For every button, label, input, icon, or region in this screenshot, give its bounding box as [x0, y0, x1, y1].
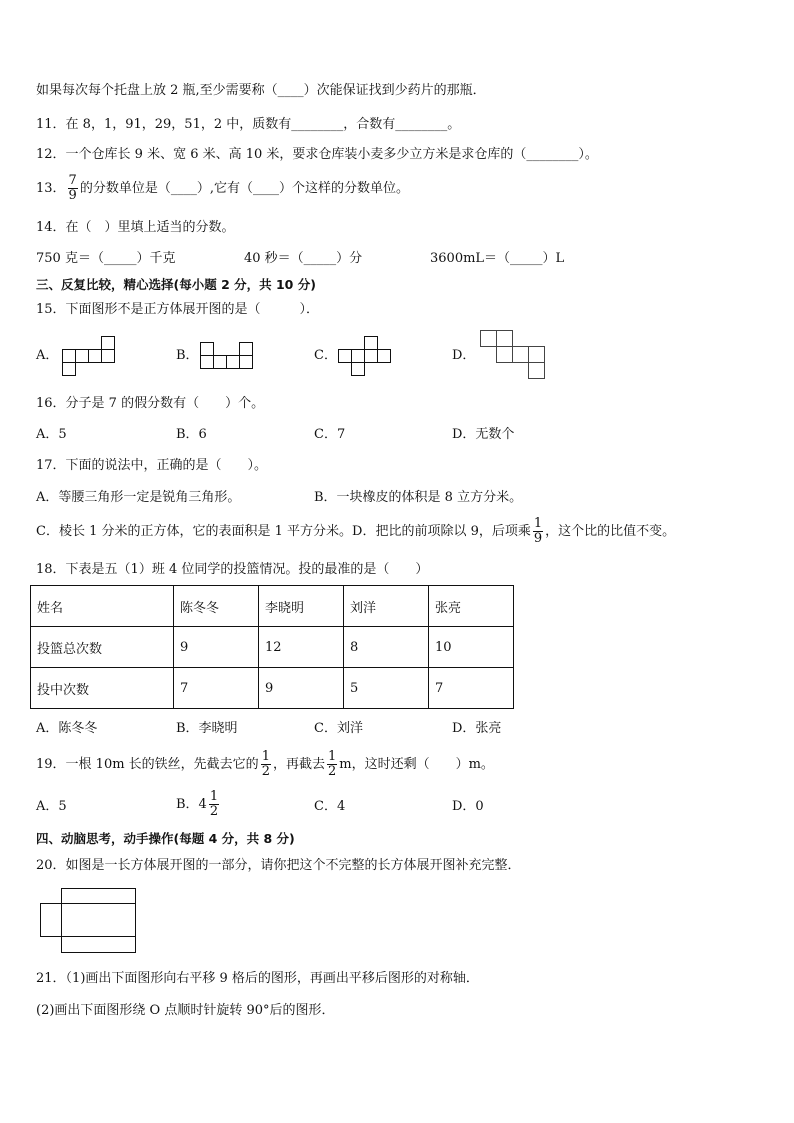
table-cell: 投中次数: [31, 668, 174, 709]
table-header-cell: 李晓明: [259, 586, 344, 627]
table-cell: 9: [259, 668, 344, 709]
fraction-numerator: 7: [68, 173, 77, 188]
question-13: [36, 172, 409, 206]
table-cell: 9: [174, 627, 259, 668]
q15-option-b-cube-net: [200, 342, 254, 370]
q18-option-b: B．李晓明: [176, 721, 238, 736]
q19-option-d: D．0: [452, 799, 484, 814]
q15-option-b-label: B．: [176, 348, 199, 363]
q19-text-pre: 19．一根 10m 长的铁丝，先截去它的: [36, 757, 259, 772]
table-header-row: [31, 586, 514, 627]
q15-option-c-cube-net: [338, 336, 392, 376]
q19-text-post: m，这时还剩（ ）m。: [339, 757, 494, 772]
q15-option-a-label: A．: [36, 348, 59, 363]
table-cell: 5: [344, 668, 429, 709]
fraction-numerator: 1: [533, 516, 543, 531]
question-14-stem: 14．在（ ）里填上适当的分数。: [36, 220, 235, 235]
fraction-numerator: 1: [209, 789, 219, 804]
q17-option-a: A．等腰三角形一定是锐角三角形。: [36, 490, 241, 505]
q16-option-a: A．5: [36, 427, 67, 442]
q17-option-c: C．棱长 1 分米的正方体，它的表面积是 1 平方分米。: [36, 524, 353, 539]
q15-option-a-cube-net: [62, 336, 116, 376]
q17-option-d-pre: D．把比的前项除以 9，后项乘: [352, 524, 531, 539]
q16-option-c: C．7: [314, 427, 346, 442]
basketball-table: [30, 585, 514, 709]
fraction-1-9: [533, 517, 543, 546]
q15-option-d-label: D．: [452, 348, 476, 363]
question-13-number: 13．: [36, 181, 66, 196]
table-cell: 投篮总次数: [31, 627, 174, 668]
table-row: [31, 668, 514, 709]
question-11: 11．在 8，1，91，29，51，2 中，质数有________，合数有________。: [36, 117, 461, 132]
fraction-numerator: 1: [261, 749, 270, 764]
cuboid-partial-net-figure: [40, 888, 138, 954]
fraction-numerator: 1: [327, 749, 337, 764]
question-17-stem: 17．下面的说法中，正确的是（ ）。: [36, 458, 268, 473]
fraction-denominator: 2: [261, 764, 270, 779]
table-header-cell: 陈冬冬: [174, 586, 259, 627]
question-15-stem: 15．下面图形不是正方体展开图的是（ ）．: [36, 302, 320, 317]
fraction-7-9: [68, 174, 78, 203]
table-cell: 7: [174, 668, 259, 709]
table-cell: 8: [344, 627, 429, 668]
q19-option-b: [176, 790, 221, 819]
question-14-part-1: 750 克＝（_____）千克: [36, 251, 176, 266]
table-header-cell: 刘洋: [344, 586, 429, 627]
fraction-denominator: 2: [209, 804, 219, 819]
q19-text-mid: ，再截去: [272, 757, 325, 772]
fraction-denominator: 9: [68, 188, 77, 203]
fraction-denominator: 9: [533, 531, 543, 546]
question-intro-text: 如果每次每个托盘上放 2 瓶,至少需要称（____）次能保证找到少药片的那瓶．: [36, 83, 486, 98]
question-21-part-1: 21．（1)画出下面图形向右平移 9 格后的图形，再画出平移后图形的对称轴．: [36, 971, 479, 986]
q18-option-a: A．陈冬冬: [36, 721, 98, 736]
question-16-stem: 16．分子是 7 的假分数有（ ）个。: [36, 396, 265, 411]
question-20: 20．如图是一长方体展开图的一部分，请你把这个不完整的长方体展开图补充完整．: [36, 858, 521, 873]
fraction-1-2: [327, 750, 337, 779]
fraction-1-2: [261, 750, 271, 779]
q19-option-c: C．4: [314, 799, 346, 814]
question-13-text: 的分数单位是（____）,它有（____）个这样的分数单位。: [79, 181, 409, 196]
q17-option-d-post: ，这个比的比值不变。: [545, 524, 676, 539]
q19-option-b-whole: B．4: [176, 796, 207, 812]
q15-option-d-cube-net: [480, 330, 548, 382]
q17-options-c-d: [36, 515, 675, 549]
question-21-part-2: (2)画出下面图形绕 O 点顺时针旋转 90°后的图形．: [36, 1003, 335, 1018]
question-18-stem: 18．下表是五（1）班 4 位同学的投篮情况。投的最准的是（ ）: [36, 562, 429, 577]
q16-option-b: B．6: [176, 427, 207, 442]
table-cell: 10: [429, 627, 514, 668]
q15-option-c-label: C．: [314, 348, 337, 363]
table-row: [31, 627, 514, 668]
fraction-denominator: 2: [327, 764, 337, 779]
q18-option-d: D．张亮: [452, 721, 502, 736]
table-cell: 12: [259, 627, 344, 668]
fraction-1-2: [209, 790, 219, 819]
table-header-cell: 张亮: [429, 586, 514, 627]
question-19-stem: [36, 748, 494, 782]
q17-option-b: B．一块橡皮的体积是 8 立方分米。: [314, 490, 523, 505]
q16-option-d: D．无数个: [452, 427, 515, 442]
q19-option-a: A．5: [36, 799, 67, 814]
section-4-heading: 四、动脑思考，动手操作(每题 4 分，共 8 分): [36, 831, 295, 846]
question-14-part-3: 3600mL＝（_____）L: [430, 251, 565, 266]
question-12: 12．一个仓库长 9 米、宽 6 米、高 10 米，要求仓库装小麦多少立方米是求仓库的（________）。: [36, 147, 598, 162]
section-3-heading: 三、反复比较，精心选择(每小题 2 分，共 10 分): [36, 277, 316, 292]
q18-option-c: C．刘洋: [314, 721, 363, 736]
table-header-cell: 姓名: [31, 586, 174, 627]
question-14-part-2: 40 秒＝（_____）分: [244, 251, 363, 266]
table-cell: 7: [429, 668, 514, 709]
